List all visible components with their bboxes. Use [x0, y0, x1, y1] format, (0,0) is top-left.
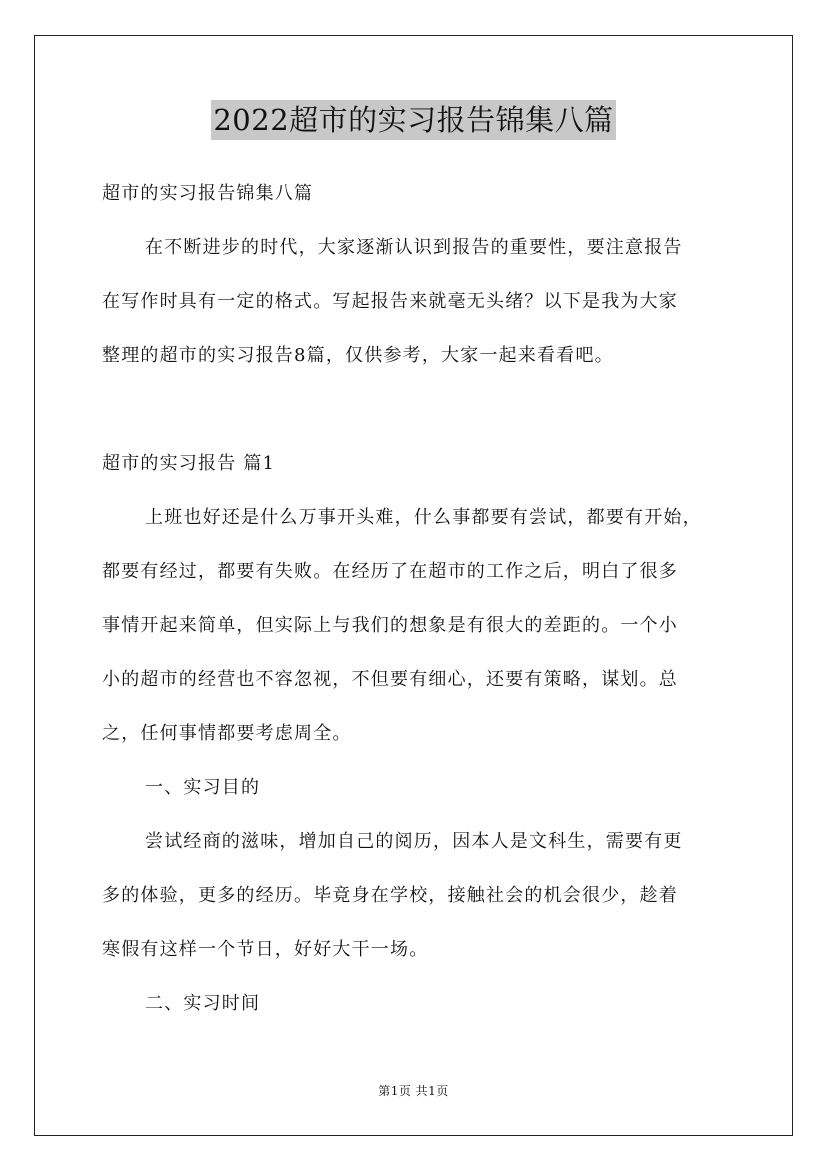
intro-line-2: 在写作时具有一定的格式。写起报告来就毫无头绪？以下是我为大家 [102, 291, 678, 312]
document-title: 2022超市的实习报告锦集八篇 [211, 100, 615, 140]
section1-heading: 超市的实习报告 篇1 [102, 453, 276, 474]
section1-line-1: 上班也好还是什么万事开头难，什么事都要有尝试，都要有开始， [145, 507, 702, 528]
purpose-line-2: 多的体验，更多的经历。毕竟身在学校，接触社会的机会很少，趁着 [102, 885, 678, 906]
intro-line-3: 整理的超市的实习报告8篇，仅供参考，大家一起来看看吧。 [102, 345, 614, 366]
section1-line-4: 小的超市的经营也不容忽视，不但要有细心，还要有策略，谋划。总 [102, 669, 678, 690]
subheading-purpose: 一、实习目的 [145, 777, 261, 798]
title-container [0, 100, 827, 140]
intro-line-1: 在不断进步的时代，大家逐渐认识到报告的重要性，要注意报告 [145, 237, 683, 258]
purpose-line-3: 寒假有这样一个节日，好好大干一场。 [102, 939, 429, 960]
section1-line-5: 之，任何事情都要考虑周全。 [102, 723, 352, 744]
purpose-line-1: 尝试经商的滋味，增加自己的阅历，因本人是文科生，需要有更 [145, 831, 683, 852]
page-footer: 第1页 共1页 [378, 1084, 449, 1098]
document-subtitle: 超市的实习报告锦集八篇 [102, 183, 314, 204]
subheading-time: 二、实习时间 [145, 993, 261, 1014]
section1-line-2: 都要有经过，都要有失败。在经历了在超市的工作之后，明白了很多 [102, 561, 678, 582]
section1-line-3: 事情开起来简单，但实际上与我们的想象是有很大的差距的。一个小 [102, 615, 678, 636]
